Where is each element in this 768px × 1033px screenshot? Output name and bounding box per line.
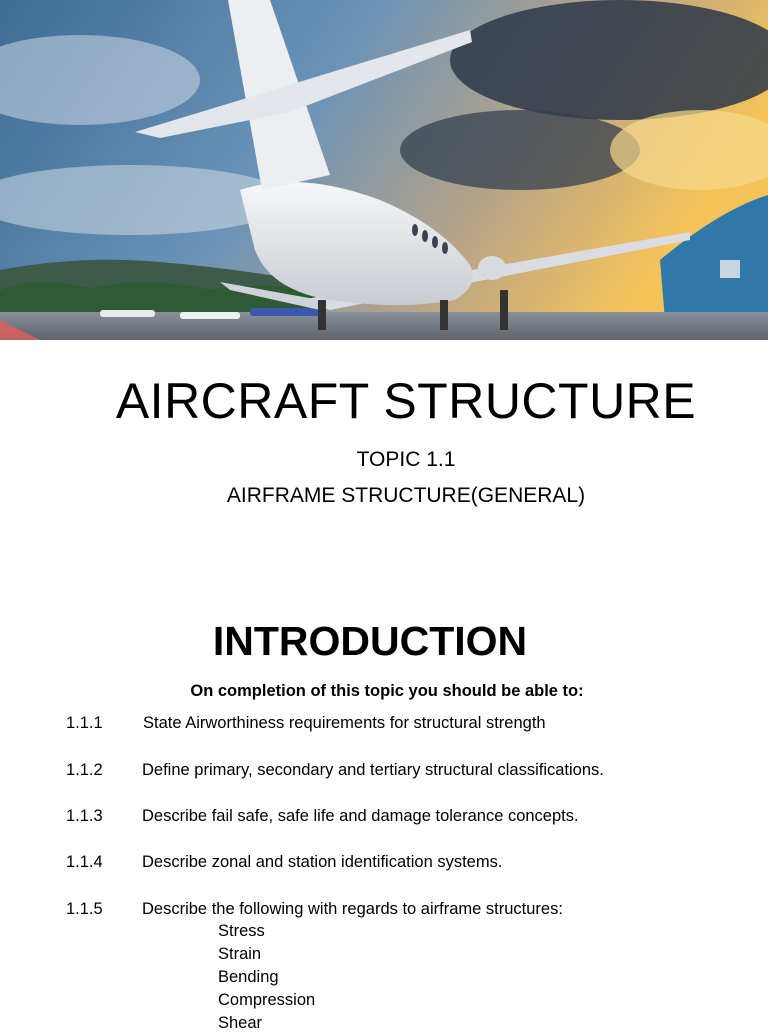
objective-number: 1.1.4: [66, 853, 103, 871]
topic-subtitle: AIRFRAME STRUCTURE(GENERAL): [226, 484, 586, 507]
sub-item: Stress: [218, 922, 265, 940]
introduction-heading: INTRODUCTION: [212, 618, 528, 664]
objective-number: 1.1.2: [66, 761, 103, 779]
sub-item: Shear: [218, 1014, 263, 1032]
sub-item: Compression: [218, 991, 316, 1009]
objective-text: Describe zonal and station identification systems.: [142, 853, 503, 871]
objective-number: 1.1.5: [66, 900, 103, 918]
lead-sentence: On completion of this topic you should be able to:: [190, 682, 584, 700]
objective-text: Define primary, secondary and tertiary structural classifications.: [142, 761, 604, 779]
page-title: AIRCRAFT STRUCTURE: [115, 373, 697, 429]
sub-item: Strain: [218, 945, 262, 963]
objective-text: Describe fail safe, safe life and damage tolerance concepts.: [142, 807, 579, 825]
objective-number: 1.1.3: [66, 807, 103, 825]
hero-photo: [0, 0, 768, 340]
objective-number: 1.1.1: [66, 714, 103, 732]
sub-item: Bending: [218, 968, 279, 986]
airplane-photo-icon: [0, 0, 768, 340]
topic-number: TOPIC 1.1: [356, 448, 456, 471]
objective-text: State Airworthiness requirements for structural strength: [143, 714, 546, 732]
objective-text: Describe the following with regards to airframe structures:: [142, 900, 563, 918]
